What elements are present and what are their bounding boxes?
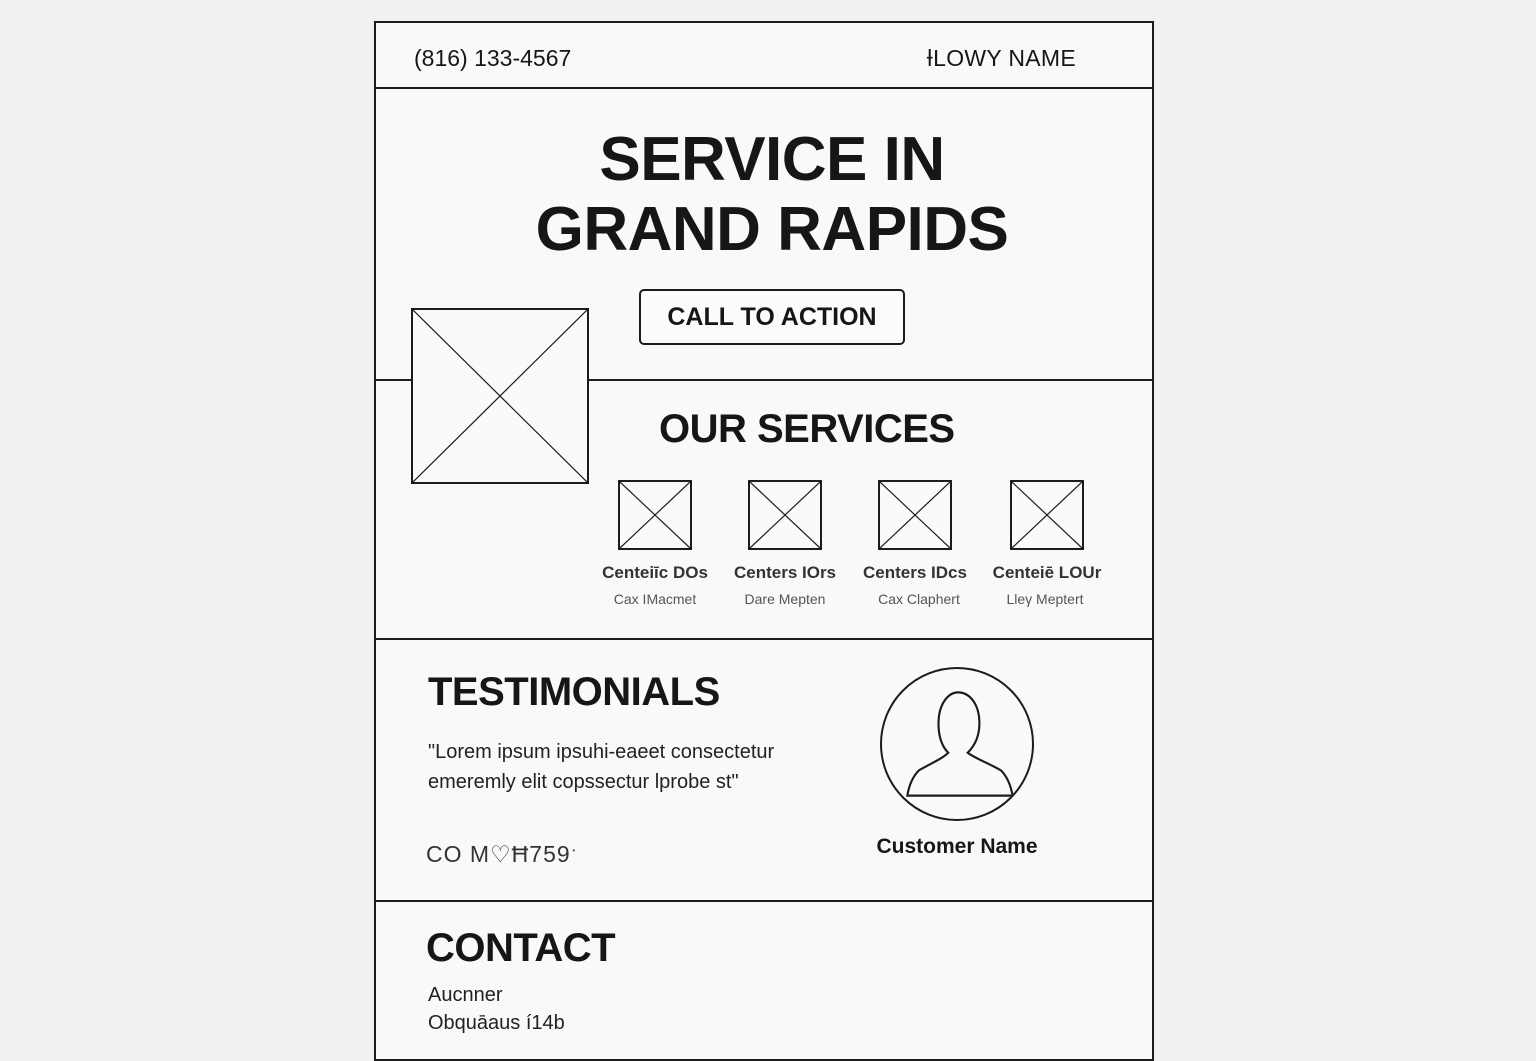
contact-address-line-1: Aucnner [428, 984, 503, 1006]
contact-title: CONTACT [426, 926, 616, 970]
customer-name: Customer Name [876, 835, 1038, 858]
service-1-name[interactable]: Centeiīc DOs [602, 563, 708, 582]
service-3-name[interactable]: Centers IDcs [863, 563, 967, 582]
testimonial-quote-line-1: "Lorem ipsum ipsuhi-eaeet consectetur [428, 741, 775, 763]
hero-title-line-1: SERVICE IN [599, 125, 945, 194]
service-4-name[interactable]: Centeiē LOUr [992, 563, 1102, 582]
hero-title-line-2: GRAND RAPIDS [535, 195, 1009, 264]
hero-image-placeholder [411, 308, 589, 484]
testimonial-quote-line-2: emeremly elit copssectur lprobe st" [428, 771, 739, 793]
testimonials-title: TESTIMONIALS [428, 670, 720, 714]
call-to-action-button[interactable]: CALL TO ACTION [639, 289, 905, 345]
image-placeholder-icon [880, 482, 950, 548]
section-divider [376, 638, 1152, 640]
service-4-image[interactable] [1010, 480, 1084, 550]
image-placeholder-icon [750, 482, 820, 548]
company-name[interactable]: ƗLOWY NAME [926, 45, 1076, 71]
person-icon [882, 669, 1032, 819]
contact-address-line-2: Obquāaus í14b [428, 1012, 565, 1034]
service-2-subtitle: Dare Mepten [744, 591, 826, 607]
service-2-image[interactable] [748, 480, 822, 550]
service-3-subtitle: Cax Claphert [878, 591, 960, 607]
section-divider [376, 900, 1152, 902]
phone-link[interactable]: (816) 133-4567 [414, 45, 572, 71]
testimonial-rating: CO M♡Ħ759ˑ [426, 841, 579, 867]
service-1-image[interactable] [618, 480, 692, 550]
testimonial-quote [428, 737, 848, 797]
service-3-image[interactable] [878, 480, 952, 550]
customer-avatar [880, 667, 1034, 821]
image-placeholder-icon [620, 482, 690, 548]
image-placeholder-icon [1012, 482, 1082, 548]
top-bar [376, 23, 1152, 89]
service-2-name[interactable]: Centers IOrs [733, 563, 837, 582]
services-title: OUR SERVICES [659, 407, 955, 451]
hero-title [376, 125, 1152, 265]
page-frame [374, 21, 1154, 1061]
service-4-subtitle: Lleγ Meptert [1006, 591, 1084, 607]
image-placeholder-icon [413, 310, 587, 482]
service-1-subtitle: Cax IMacmet [613, 591, 697, 607]
